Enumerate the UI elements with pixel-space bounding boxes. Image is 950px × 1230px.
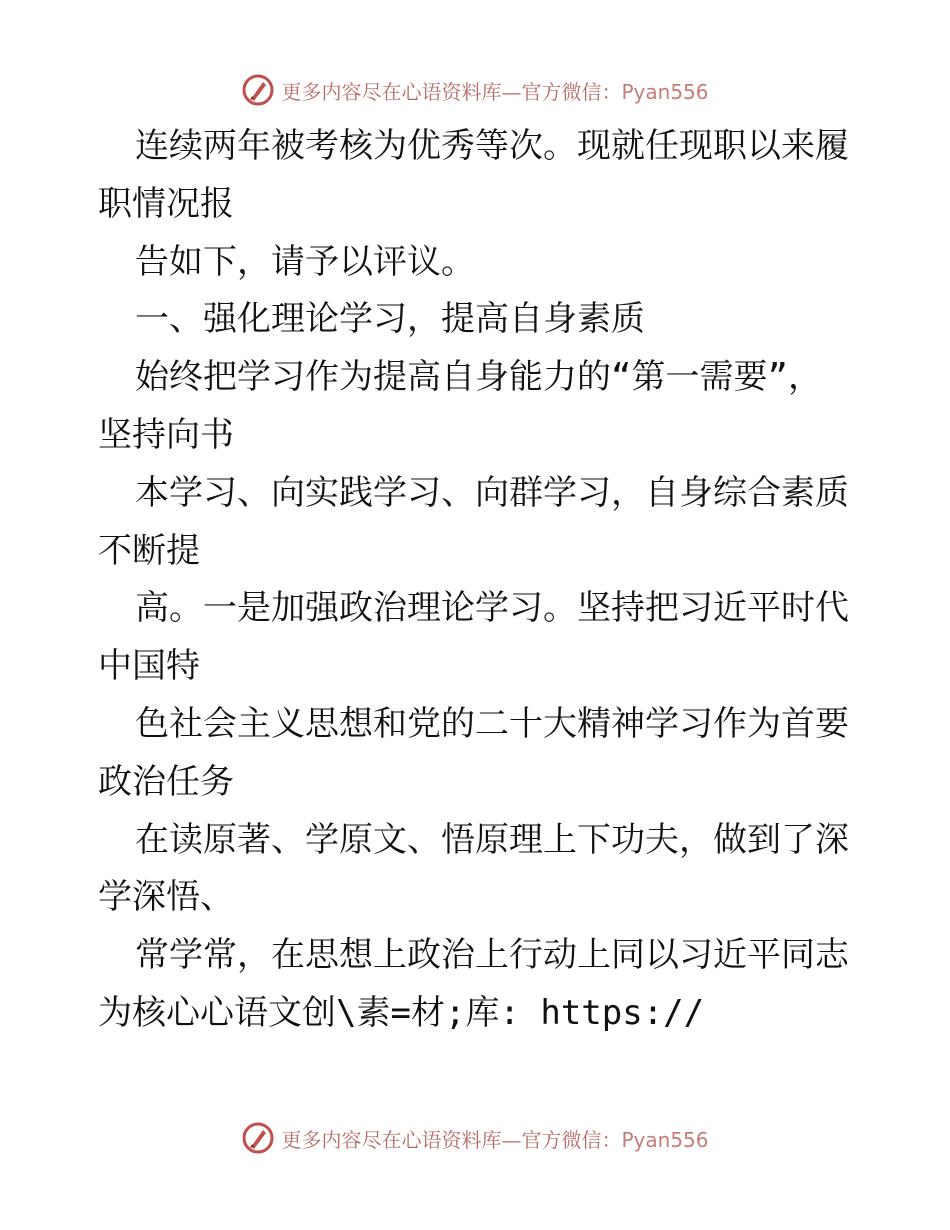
banner-text — [281, 76, 708, 105]
header-banner — [0, 70, 950, 110]
banner-wechat-label: 官方微信： — [521, 79, 622, 104]
section-heading: 一、强化理论学习，提高自身素质 — [135, 299, 645, 340]
text-line: 不断提 — [98, 530, 200, 571]
text-line: 政治任务 — [98, 761, 234, 802]
text-line: 连续两年被考核为优秀等次。现就任现职以来履 — [135, 126, 849, 166]
text-line: 始终把学习作为提高自身能力的“第一需要”， — [135, 357, 822, 398]
banner-wechat-label: 官方微信： — [521, 1127, 622, 1152]
text-line: 职情况报 — [98, 183, 234, 224]
banner-wechat-id: Pyan556 — [621, 1127, 709, 1152]
text-line: 中国特 — [98, 646, 200, 687]
text-line: 坚持向书 — [98, 414, 234, 455]
text-line: 为核心心语文创\素=材;库: https:// — [98, 992, 705, 1033]
pen-logo-icon — [241, 73, 275, 107]
text-line: 学深悟、 — [98, 877, 234, 918]
body-text — [98, 118, 858, 1043]
banner-slogan: 更多内容尽在心语资料库— — [281, 79, 522, 104]
banner-wechat-id: Pyan556 — [621, 79, 709, 104]
text-line: 本学习、向实践学习、向群学习，自身综合素质 — [135, 472, 849, 513]
footer-banner — [0, 1118, 950, 1158]
text-line: 色社会主义思想和党的二十大精神学习作为首要 — [135, 703, 849, 744]
text-line: 告如下，请予以评议。 — [135, 241, 475, 282]
pen-logo-icon — [241, 1121, 275, 1155]
text-line: 高。一是加强政治理论学习。坚持把习近平时代 — [135, 588, 849, 629]
banner-slogan: 更多内容尽在心语资料库— — [281, 1127, 522, 1152]
text-line: 常学常，在思想上政治上行动上同以习近平同志 — [135, 935, 849, 976]
banner-text — [281, 1124, 708, 1153]
text-line: 在读原著、学原文、悟原理上下功夫，做到了深 — [135, 819, 849, 860]
